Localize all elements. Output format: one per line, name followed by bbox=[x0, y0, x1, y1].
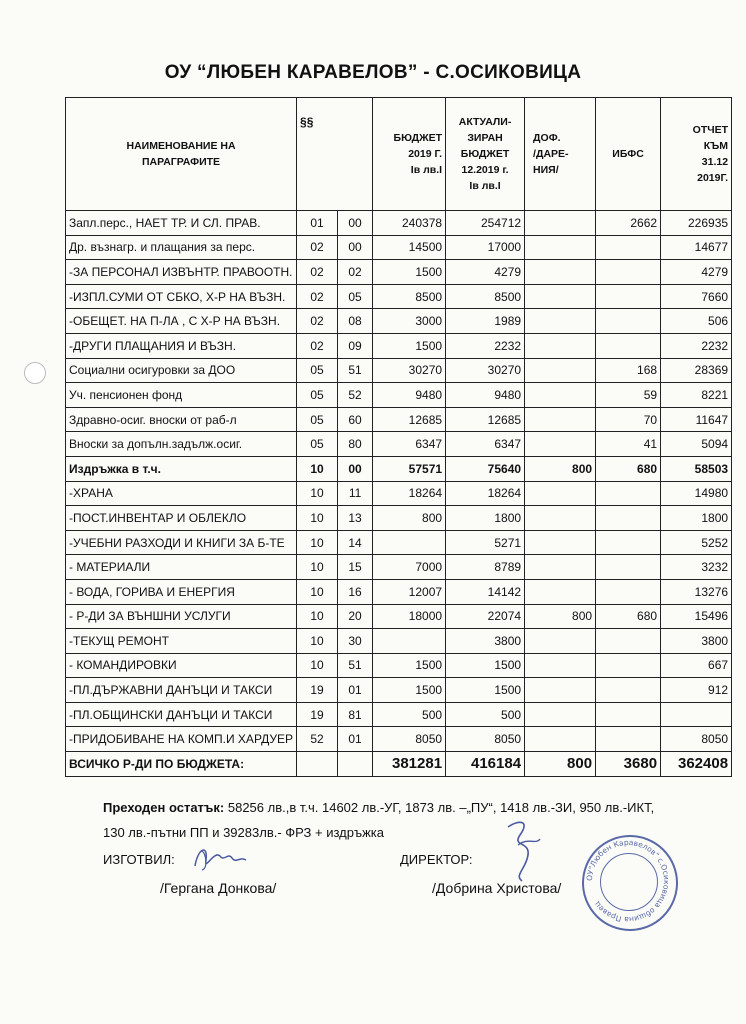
cell-report: 14677 bbox=[661, 235, 732, 260]
cell-name: - МАТЕРИАЛИ bbox=[66, 555, 297, 580]
cell-p1: 52 bbox=[297, 727, 338, 752]
cell-name: Вноски за допълн.задълж.осиг. bbox=[66, 432, 297, 457]
cell-name: -ОБЕЩЕТ. НА П-ЛА , С Х-Р НА ВЪЗН. bbox=[66, 309, 297, 334]
cell-budget: 8050 bbox=[373, 727, 446, 752]
cell-don bbox=[525, 284, 596, 309]
cell-ibfs: 3680 bbox=[596, 752, 661, 777]
cell-actual: 22074 bbox=[446, 604, 525, 629]
table-row bbox=[66, 555, 732, 580]
cell-p2: 01 bbox=[338, 678, 373, 703]
cell-p1: 05 bbox=[297, 407, 338, 432]
cell-name: - ВОДА, ГОРИВА И ЕНЕРГИЯ bbox=[66, 579, 297, 604]
cell-p2: 09 bbox=[338, 333, 373, 358]
cell-name: - Р-ДИ ЗА ВЪНШНИ УСЛУГИ bbox=[66, 604, 297, 629]
cell-p2: 00 bbox=[338, 456, 373, 481]
stamp-text: ОУ"Любен Каравелов" с.Осиковица община Правец bbox=[584, 837, 672, 925]
cell-actual: 1989 bbox=[446, 309, 525, 334]
cell-report: 4279 bbox=[661, 260, 732, 285]
document-title: ОУ “ЛЮБЕН КАРАВЕЛОВ” - С.ОСИКОВИЦА bbox=[164, 62, 582, 83]
cell-don bbox=[525, 432, 596, 457]
cell-ibfs bbox=[596, 309, 661, 334]
cell-don bbox=[525, 358, 596, 383]
cell-p2: 00 bbox=[338, 211, 373, 236]
balance-label: Преходен остатък: bbox=[103, 800, 225, 815]
cell-ibfs bbox=[596, 555, 661, 580]
cell-report: 11647 bbox=[661, 407, 732, 432]
cell-p2: 14 bbox=[338, 530, 373, 555]
cell-report: 5252 bbox=[661, 530, 732, 555]
cell-don bbox=[525, 702, 596, 727]
total-row bbox=[66, 752, 732, 777]
cell-p2: 16 bbox=[338, 579, 373, 604]
cell-report: 8050 bbox=[661, 727, 732, 752]
header-line: КЪМ bbox=[703, 140, 729, 152]
stamp-text-ring bbox=[582, 835, 674, 927]
table-row bbox=[66, 432, 732, 457]
cell-name: -ТЕКУЩ РЕМОНТ bbox=[66, 629, 297, 654]
header-line: Iв лв.I bbox=[469, 180, 501, 192]
balance-text-1: 58256 лв.,в т.ч. 14602 лв.-УГ, 1873 лв. –„ПУ“, 1418 лв.-ЗИ, 950 лв.-ИКТ, bbox=[224, 800, 655, 815]
cell-ibfs: 70 bbox=[596, 407, 661, 432]
cell-actual: 500 bbox=[446, 702, 525, 727]
cell-don bbox=[525, 555, 596, 580]
cell-p1: 10 bbox=[297, 579, 338, 604]
cell-don bbox=[525, 309, 596, 334]
cell-budget: 57571 bbox=[373, 456, 446, 481]
cell-p1: 02 bbox=[297, 333, 338, 358]
cell-report bbox=[661, 702, 732, 727]
header-name bbox=[66, 98, 297, 211]
cell-p1: 10 bbox=[297, 481, 338, 506]
cell-ibfs bbox=[596, 506, 661, 531]
cell-actual: 1500 bbox=[446, 678, 525, 703]
cell-p2: 52 bbox=[338, 383, 373, 408]
balance-text-2: 130 лв.-пътни ПП и 39283лв.- ФРЗ + издръжка bbox=[103, 825, 384, 840]
cell-don: 800 bbox=[525, 456, 596, 481]
cell-actual: 8500 bbox=[446, 284, 525, 309]
cell-report: 3800 bbox=[661, 629, 732, 654]
header-line: 12.2019 г. bbox=[461, 164, 509, 176]
cell-ibfs: 41 bbox=[596, 432, 661, 457]
cell-p2: 51 bbox=[338, 653, 373, 678]
header-ibfs-label: ИБФС bbox=[612, 148, 644, 160]
official-stamp bbox=[582, 835, 678, 931]
cell-actual: 14142 bbox=[446, 579, 525, 604]
cell-budget: 30270 bbox=[373, 358, 446, 383]
cell-name: -ДРУГИ ПЛАЩАНИЯ И ВЪЗН. bbox=[66, 333, 297, 358]
cell-don bbox=[525, 211, 596, 236]
table-row bbox=[66, 678, 732, 703]
cell-ibfs bbox=[596, 260, 661, 285]
cell-don bbox=[525, 727, 596, 752]
cell-don bbox=[525, 260, 596, 285]
prepared-label: ИЗГОТВИЛ: bbox=[103, 852, 175, 867]
cell-p2: 81 bbox=[338, 702, 373, 727]
cell-budget bbox=[373, 629, 446, 654]
cell-budget: 18264 bbox=[373, 481, 446, 506]
cell-report: 58503 bbox=[661, 456, 732, 481]
cell-p2: 60 bbox=[338, 407, 373, 432]
cell-don bbox=[525, 481, 596, 506]
header-line: 2019Г. bbox=[697, 172, 729, 184]
prepared-signature bbox=[190, 838, 250, 878]
cell-don bbox=[525, 653, 596, 678]
cell-name: -ЗА ПЕРСОНАЛ ИЗВЪНТР. ПРАВООТН. bbox=[66, 260, 297, 285]
cell-budget: 6347 bbox=[373, 432, 446, 457]
cell-p1: 10 bbox=[297, 555, 338, 580]
cell-p1: 10 bbox=[297, 653, 338, 678]
cell-name: -ИЗПЛ.СУМИ ОТ СБКО, Х-Р НА ВЪЗН. bbox=[66, 284, 297, 309]
cell-p1: 19 bbox=[297, 678, 338, 703]
cell-report: 5094 bbox=[661, 432, 732, 457]
header-line: Iв лв.I bbox=[410, 164, 443, 176]
cell-p1: 05 bbox=[297, 383, 338, 408]
header-paragraph bbox=[297, 98, 373, 211]
cell-name: - КОМАНДИРОВКИ bbox=[66, 653, 297, 678]
cell-report: 7660 bbox=[661, 284, 732, 309]
cell-ibfs: 680 bbox=[596, 604, 661, 629]
cell-actual: 12685 bbox=[446, 407, 525, 432]
cell-don bbox=[525, 383, 596, 408]
cell-empty bbox=[338, 752, 373, 777]
table-header-row bbox=[66, 98, 732, 211]
cell-budget: 8500 bbox=[373, 284, 446, 309]
cell-actual: 8050 bbox=[446, 727, 525, 752]
cell-actual: 6347 bbox=[446, 432, 525, 457]
table-row bbox=[66, 284, 732, 309]
cell-actual: 3800 bbox=[446, 629, 525, 654]
cell-report: 912 bbox=[661, 678, 732, 703]
cell-don: 800 bbox=[525, 604, 596, 629]
header-line: ЗИРАН bbox=[467, 132, 503, 144]
director-label: ДИРЕКТОР: bbox=[400, 852, 473, 867]
cell-budget: 800 bbox=[373, 506, 446, 531]
cell-p1: 10 bbox=[297, 604, 338, 629]
cell-report: 362408 bbox=[661, 752, 732, 777]
cell-name: -ПРИДОБИВАНЕ НА КОМП.И ХАРДУЕР bbox=[66, 727, 297, 752]
cell-name: Здравно-осиг. вноски от раб-л bbox=[66, 407, 297, 432]
director-name: /Добрина Христова/ bbox=[432, 880, 562, 896]
cell-ibfs bbox=[596, 481, 661, 506]
cell-p1: 10 bbox=[297, 530, 338, 555]
cell-report: 8221 bbox=[661, 383, 732, 408]
table-row bbox=[66, 653, 732, 678]
cell-p2: 80 bbox=[338, 432, 373, 457]
header-line: 2019 Г. bbox=[408, 148, 443, 160]
cell-budget: 14500 bbox=[373, 235, 446, 260]
prepared-name: /Гергана Донкова/ bbox=[160, 880, 277, 896]
cell-p2: 15 bbox=[338, 555, 373, 580]
cell-ibfs bbox=[596, 678, 661, 703]
cell-budget: 1500 bbox=[373, 678, 446, 703]
cell-p2: 08 bbox=[338, 309, 373, 334]
cell-budget: 1500 bbox=[373, 653, 446, 678]
cell-report: 28369 bbox=[661, 358, 732, 383]
cell-name: Издръжка в т.ч. bbox=[66, 456, 297, 481]
cell-p1: 05 bbox=[297, 432, 338, 457]
header-line: БЮДЖЕТ bbox=[460, 148, 510, 160]
table-row bbox=[66, 702, 732, 727]
header-report bbox=[661, 98, 732, 211]
cell-name: Запл.перс., НАЕТ ТР. И СЛ. ПРАВ. bbox=[66, 211, 297, 236]
cell-budget: 1500 bbox=[373, 260, 446, 285]
cell-report: 13276 bbox=[661, 579, 732, 604]
header-ibfs bbox=[596, 98, 661, 211]
cell-actual: 254712 bbox=[446, 211, 525, 236]
cell-actual: 416184 bbox=[446, 752, 525, 777]
table-row bbox=[66, 506, 732, 531]
cell-budget: 7000 bbox=[373, 555, 446, 580]
table-row bbox=[66, 260, 732, 285]
cell-name: -УЧЕБНИ РАЗХОДИ И КНИГИ ЗА Б-ТЕ bbox=[66, 530, 297, 555]
cell-p1: 05 bbox=[297, 358, 338, 383]
header-name-line: НАИМЕНОВАНИЕ НА bbox=[126, 140, 236, 152]
header-line: /ДАРЕ- bbox=[533, 148, 569, 160]
header-line: НИЯ/ bbox=[533, 164, 559, 176]
cell-ibfs: 168 bbox=[596, 358, 661, 383]
table-row bbox=[66, 604, 732, 629]
cell-budget: 9480 bbox=[373, 383, 446, 408]
cell-p2: 01 bbox=[338, 727, 373, 752]
cell-ibfs bbox=[596, 653, 661, 678]
balance-line-1 bbox=[103, 800, 654, 815]
table-row bbox=[66, 481, 732, 506]
cell-don bbox=[525, 629, 596, 654]
cell-report: 226935 bbox=[661, 211, 732, 236]
cell-name: -ПЛ.ОБЩИНСКИ ДАНЪЦИ И ТАКСИ bbox=[66, 702, 297, 727]
cell-ibfs bbox=[596, 333, 661, 358]
cell-p1: 10 bbox=[297, 506, 338, 531]
punch-hole bbox=[24, 362, 46, 384]
cell-actual: 4279 bbox=[446, 260, 525, 285]
cell-ibfs bbox=[596, 629, 661, 654]
cell-name: Социални осигуровки за ДОО bbox=[66, 358, 297, 383]
cell-actual: 1800 bbox=[446, 506, 525, 531]
cell-p2: 11 bbox=[338, 481, 373, 506]
header-paragraph-label: §§ bbox=[300, 115, 314, 129]
table-row bbox=[66, 727, 732, 752]
cell-actual: 30270 bbox=[446, 358, 525, 383]
cell-ibfs: 59 bbox=[596, 383, 661, 408]
table-row bbox=[66, 333, 732, 358]
cell-ibfs: 680 bbox=[596, 456, 661, 481]
cell-budget: 18000 bbox=[373, 604, 446, 629]
cell-don bbox=[525, 579, 596, 604]
cell-don bbox=[525, 506, 596, 531]
cell-p1: 10 bbox=[297, 456, 338, 481]
cell-actual: 8789 bbox=[446, 555, 525, 580]
cell-ibfs bbox=[596, 727, 661, 752]
cell-budget: 12007 bbox=[373, 579, 446, 604]
cell-report: 667 bbox=[661, 653, 732, 678]
header-line: АКТУАЛИ- bbox=[458, 116, 512, 128]
cell-p1: 02 bbox=[297, 235, 338, 260]
cell-don bbox=[525, 235, 596, 260]
cell-report: 2232 bbox=[661, 333, 732, 358]
cell-p2: 02 bbox=[338, 260, 373, 285]
cell-actual: 5271 bbox=[446, 530, 525, 555]
cell-budget: 1500 bbox=[373, 333, 446, 358]
cell-don bbox=[525, 407, 596, 432]
cell-p1: 02 bbox=[297, 284, 338, 309]
cell-budget: 3000 bbox=[373, 309, 446, 334]
svg-text:ОУ"Любен Каравелов" с.Осиковиц bbox=[585, 838, 671, 924]
cell-p1: 02 bbox=[297, 260, 338, 285]
cell-name: -ПЛ.ДЪРЖАВНИ ДАНЪЦИ И ТАКСИ bbox=[66, 678, 297, 703]
cell-name: ВСИЧКО Р-ДИ ПО БЮДЖЕТА: bbox=[66, 752, 297, 777]
director-signature bbox=[500, 815, 550, 885]
cell-actual: 1500 bbox=[446, 653, 525, 678]
header-donations bbox=[525, 98, 596, 211]
header-name-line: ПАРАГРАФИТЕ bbox=[141, 156, 221, 168]
cell-budget: 240378 bbox=[373, 211, 446, 236]
header-actual bbox=[446, 98, 525, 211]
cell-p2: 05 bbox=[338, 284, 373, 309]
cell-name: Уч. пенсионен фонд bbox=[66, 383, 297, 408]
header-line: ОТЧЕТ bbox=[692, 124, 729, 136]
cell-p2: 20 bbox=[338, 604, 373, 629]
cell-ibfs: 2662 bbox=[596, 211, 661, 236]
cell-actual: 9480 bbox=[446, 383, 525, 408]
header-line: БЮДЖЕТ bbox=[393, 132, 443, 144]
budget-table bbox=[65, 97, 732, 777]
cell-report: 506 bbox=[661, 309, 732, 334]
table-row bbox=[66, 456, 732, 481]
cell-don bbox=[525, 678, 596, 703]
cell-ibfs bbox=[596, 530, 661, 555]
table-row bbox=[66, 235, 732, 260]
cell-budget: 381281 bbox=[373, 752, 446, 777]
table-row bbox=[66, 211, 732, 236]
cell-p2: 51 bbox=[338, 358, 373, 383]
cell-ibfs bbox=[596, 235, 661, 260]
cell-p1: 02 bbox=[297, 309, 338, 334]
cell-ibfs bbox=[596, 579, 661, 604]
table-row bbox=[66, 358, 732, 383]
cell-p2: 00 bbox=[338, 235, 373, 260]
cell-p1: 10 bbox=[297, 629, 338, 654]
table-row bbox=[66, 579, 732, 604]
cell-actual: 75640 bbox=[446, 456, 525, 481]
cell-report: 14980 bbox=[661, 481, 732, 506]
table-row bbox=[66, 407, 732, 432]
cell-p1: 01 bbox=[297, 211, 338, 236]
cell-budget: 500 bbox=[373, 702, 446, 727]
table-row bbox=[66, 629, 732, 654]
cell-actual: 18264 bbox=[446, 481, 525, 506]
cell-budget: 12685 bbox=[373, 407, 446, 432]
cell-p2: 13 bbox=[338, 506, 373, 531]
header-budget bbox=[373, 98, 446, 211]
cell-report: 1800 bbox=[661, 506, 732, 531]
header-line: 31.12 bbox=[701, 156, 729, 168]
table-row bbox=[66, 530, 732, 555]
cell-p1: 19 bbox=[297, 702, 338, 727]
table-row bbox=[66, 383, 732, 408]
header-line: ДОФ. bbox=[533, 132, 561, 144]
cell-report: 15496 bbox=[661, 604, 732, 629]
table-row bbox=[66, 309, 732, 334]
cell-name: -ПОСТ.ИНВЕНТАР И ОБЛЕКЛО bbox=[66, 506, 297, 531]
cell-ibfs bbox=[596, 284, 661, 309]
cell-budget bbox=[373, 530, 446, 555]
cell-p2: 30 bbox=[338, 629, 373, 654]
cell-empty bbox=[297, 752, 338, 777]
cell-report: 3232 bbox=[661, 555, 732, 580]
cell-ibfs bbox=[596, 702, 661, 727]
cell-don bbox=[525, 530, 596, 555]
cell-name: Др. възнагр. и плащания за перс. bbox=[66, 235, 297, 260]
cell-don: 800 bbox=[525, 752, 596, 777]
cell-actual: 17000 bbox=[446, 235, 525, 260]
cell-name: -ХРАНА bbox=[66, 481, 297, 506]
cell-don bbox=[525, 333, 596, 358]
cell-actual: 2232 bbox=[446, 333, 525, 358]
